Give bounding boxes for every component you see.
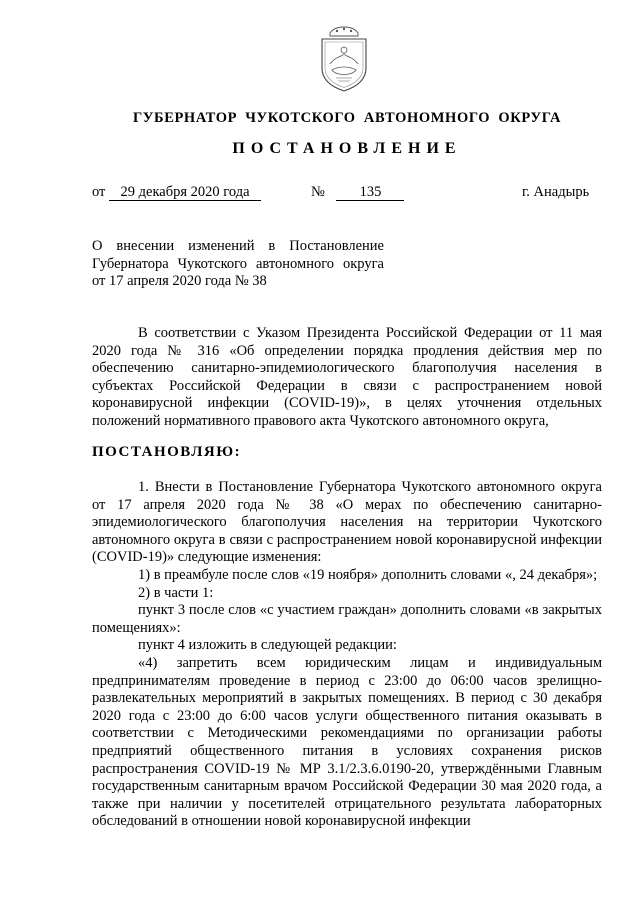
number-field (311, 184, 404, 201)
number-value: 135 (336, 184, 404, 201)
item-1-paragraph: 1. Внести в Постановление Губернатора Чукотского автономного округа от 17 апреля 2020 года № 38 «О мерах по обеспечению санитарно-эпидемиологического благополучия населения на территории Чукотского автономного округа в связи с распространением новой коронавирусной инфекции (COVID-19)» следующие изменения: (92, 479, 602, 566)
quoted-point-4-paragraph: «4) запретить всем юридическим лицам и индивидуальным предпринимателям проведение в период с 23:00 до 06:00 часов зрелищно-развлекательных мероприятий в закрытых помещениях. В период с 30 декабря 2020 года с 23:00 до 6:00 часов услуги общественного питания оказывать в соответствии с Методическими рекомендациями по организации работы предприятий общественного питания в условиях сохранения рисков распространения COVID-19 № МР 3.1/2.3.6.0190-20, утверждёнными Главным государственным санитарным врачом Российской Федерации 30 мая 2020 года, а также при наличии у посетителей отрицательного результата лабораторных обследований в отношении новой коронавирусной инфекции (92, 654, 602, 830)
issuer-title: ГУБЕРНАТОР ЧУКОТСКОГО АВТОНОМНОГО ОКРУГА (132, 110, 562, 126)
subject-line: О внесении изменений в Постановление (92, 238, 384, 254)
body-block (92, 479, 602, 831)
subject-line: Губернатора Чукотского автономного округа (92, 255, 384, 272)
subject-line: от 17 апреля 2020 года № 38 (92, 273, 267, 289)
decree-heading: ПОСТАНОВЛЯЮ: (92, 444, 242, 460)
point-4-paragraph: пункт 4 изложить в следующей редакции: (138, 637, 397, 654)
place: г. Анадырь (522, 184, 590, 200)
subitem-1-paragraph: 1) в преамбуле после слов «19 ноября» дополнить словами «, 24 декабря»; (138, 566, 598, 583)
subitem-2-paragraph: 2) в части 1: (138, 584, 214, 601)
preamble-paragraph: В соответствии с Указом Президента Российской Федерации от 11 мая 2020 года № 316 «Об определении порядка продления действия мер по обеспечению санитарно-эпидемиологического благополучия населения в субъектах Российской Федерации в связи с распространением новой коронавирусной инфекции (COVID-19)», в целях уточнения отдельных положений нормативного правового акта Чукотского автономного округа, (92, 325, 602, 429)
date-value: 29 декабря 2020 года (109, 184, 261, 201)
coat-of-arms-icon (314, 24, 374, 94)
document-type: ПОСТАНОВЛЕНИЕ (232, 140, 462, 157)
preamble-block (92, 325, 602, 431)
date-prefix: от (92, 184, 106, 200)
number-prefix: № (311, 184, 325, 200)
document-subject (92, 238, 384, 291)
date-field (92, 184, 261, 201)
point-3-paragraph: пункт 3 после слов «с участием граждан» дополнить словами «в закрытых помещениях»: (92, 602, 602, 636)
